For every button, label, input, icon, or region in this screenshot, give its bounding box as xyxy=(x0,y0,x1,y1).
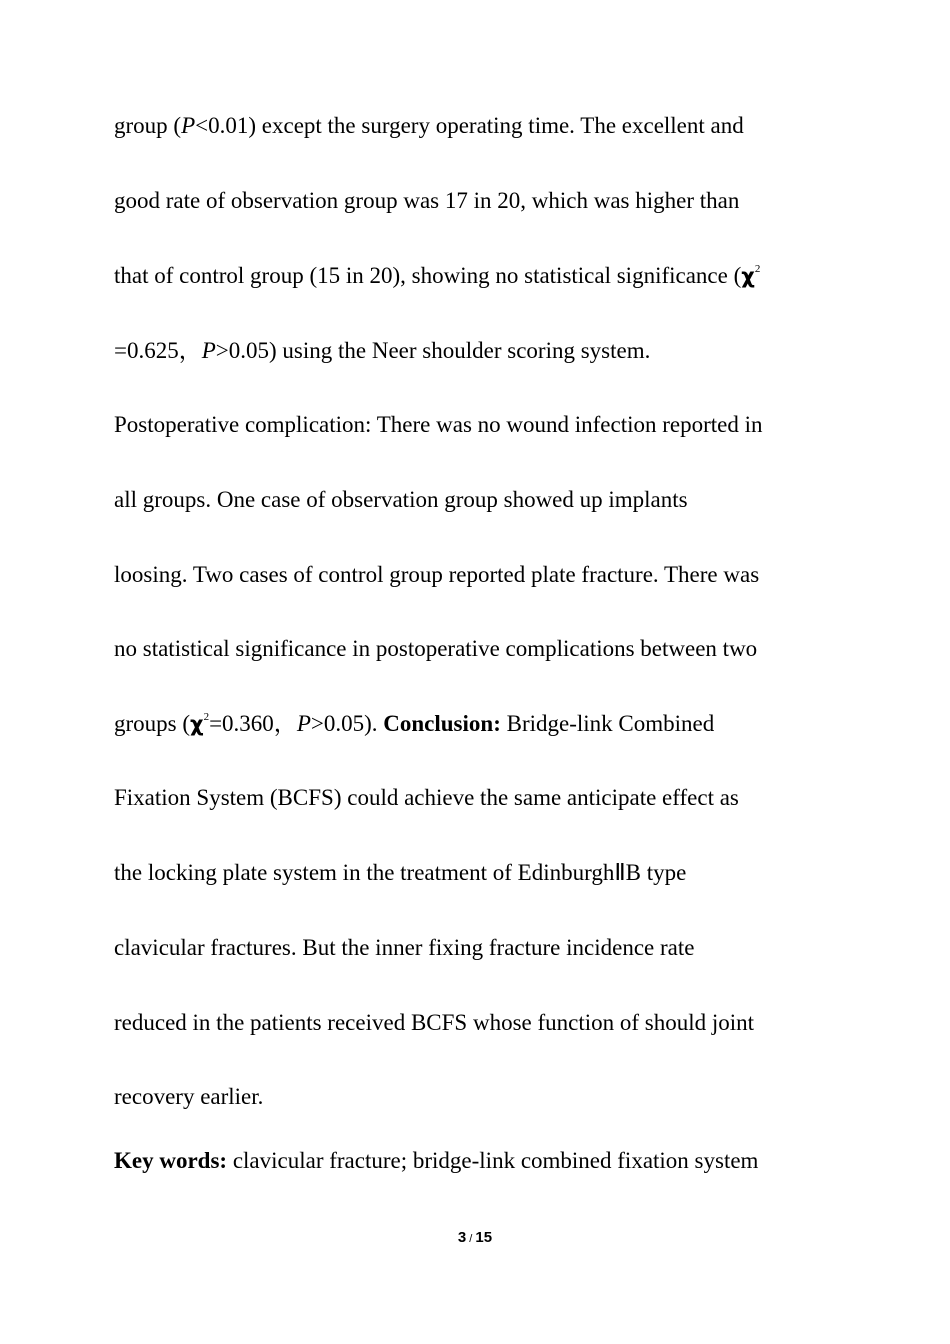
text-line-10 xyxy=(114,784,854,812)
text-run: the locking plate system in the treatment of EdinburghⅡB type xyxy=(114,860,687,885)
text-run: good rate of observation group was 17 in 20, which was higher than xyxy=(114,188,740,213)
text-run: no statistical significance in postoperative complications between two xyxy=(114,636,758,661)
text-line-11 xyxy=(114,859,854,887)
text-line-2 xyxy=(114,187,854,215)
text-run: all groups. One case of observation group showed up implants xyxy=(114,487,688,512)
text-run: >0.05) using the Neer shoulder scoring system. xyxy=(215,338,651,363)
page-separator: / xyxy=(469,1233,473,1245)
text-line-8 xyxy=(114,635,854,663)
text-run: >0.05). xyxy=(310,711,384,736)
superscript-2: 2 xyxy=(203,711,210,723)
conclusion-label: Conclusion: xyxy=(383,711,501,736)
text-run: Postoperative complication: There was no wound infection reported in xyxy=(114,412,763,437)
chi-symbol: χ xyxy=(190,712,204,736)
keywords-label: Key words: xyxy=(114,1148,228,1173)
keywords-line xyxy=(114,1147,854,1175)
text-run: clavicular fractures. But the inner fixing fracture incidence rate xyxy=(114,935,695,960)
text-run: recovery earlier. xyxy=(114,1084,264,1109)
text-run: that of control group (15 in 20), showing no statistical significance ( xyxy=(114,263,742,288)
text-line-13 xyxy=(114,1009,854,1037)
chi-symbol: χ xyxy=(741,264,755,288)
text-line-5 xyxy=(114,411,854,439)
text-run: Fixation System (BCFS) could achieve the same anticipate effect as xyxy=(114,785,739,810)
page-current: 3 xyxy=(457,1229,467,1246)
text-line-6 xyxy=(114,486,854,514)
p-symbol: P xyxy=(296,711,311,736)
text-run: loosing. Two cases of control group reported plate fracture. There was xyxy=(114,562,760,587)
text-line-1 xyxy=(114,112,854,140)
text-run: <0.01) except the surgery operating time. The excellent and xyxy=(195,113,744,138)
text-run: =0.360， xyxy=(209,711,297,736)
keywords-text: clavicular fracture; bridge-link combined fixation system xyxy=(227,1148,759,1173)
text-line-3 xyxy=(114,262,854,290)
text-line-7 xyxy=(114,561,854,589)
text-run: =0.625， xyxy=(114,338,202,363)
text-run: group ( xyxy=(114,113,182,138)
p-symbol: P xyxy=(181,113,196,138)
text-line-4 xyxy=(114,337,854,365)
text-line-14 xyxy=(114,1083,854,1111)
p-symbol: P xyxy=(201,338,216,363)
superscript-2: 2 xyxy=(754,263,761,275)
text-line-9 xyxy=(114,710,854,738)
text-run: reduced in the patients received BCFS whose function of should joint xyxy=(114,1010,755,1035)
text-run: groups ( xyxy=(114,711,191,736)
page-total: 15 xyxy=(475,1229,493,1246)
text-line-12 xyxy=(114,934,854,962)
text-run: Bridge-link Combined xyxy=(500,711,715,736)
page-number xyxy=(0,1228,950,1249)
